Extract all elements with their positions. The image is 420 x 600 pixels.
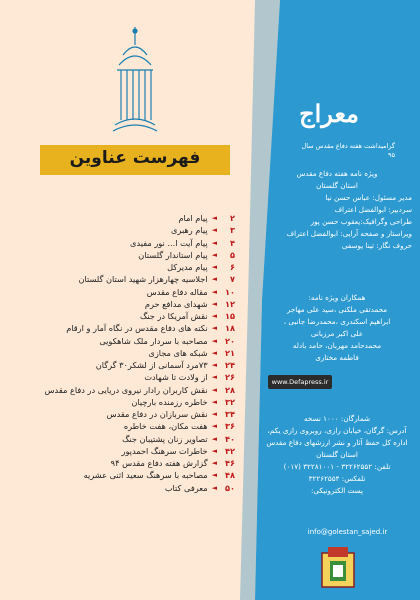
arrow-icon: ◄ — [211, 446, 217, 455]
toc-item[interactable] — [40, 433, 235, 445]
toc-item-title: ۷۳مرد آسمانی از لشکر۳۰ گرگان — [95, 360, 208, 370]
toc-page-number: ۳۴ — [225, 409, 235, 419]
toc-page-number: ۴۲ — [225, 445, 235, 456]
toc-page-number: ۴۸ — [225, 470, 235, 481]
imprint-line: تلفن: ۳۲۲۶۲۵۵۲ - ۳۲۲۸۱۰۰۱ (۰۱۷) — [283, 462, 391, 471]
toc-item-title: نقش کاربران رادار نیروی دریایی در دفاع مقدس — [44, 384, 208, 395]
organization-emblem-icon — [318, 545, 358, 590]
toc-item[interactable] — [40, 445, 235, 457]
arrow-icon: ◄ — [211, 422, 217, 431]
arrow-icon: ◄ — [211, 471, 217, 480]
arrow-icon: ◄ — [211, 238, 217, 247]
toc-page-number: ۴۰ — [225, 433, 235, 444]
toc-page-number: ۱۲ — [225, 298, 235, 309]
toc-item[interactable] — [40, 298, 235, 310]
arrow-icon: ◄ — [211, 348, 217, 357]
toc-item[interactable] — [40, 335, 235, 347]
toc-item[interactable] — [40, 347, 235, 359]
toc-item-title: مصاحبه با سردار ملک شاهکویی — [99, 335, 208, 346]
toc-item-title: خاطرات سرهنگ احمدپور — [121, 445, 208, 456]
arrow-icon: ◄ — [211, 263, 217, 271]
calligraphy-mosque-icon — [105, 25, 165, 135]
toc-page-number: ۳۶ — [225, 421, 235, 432]
staff-line: سردبیر: ابوالفضل اعتراف — [334, 205, 412, 214]
arrow-icon: ◄ — [211, 361, 217, 369]
toc-page-number: ۴۶ — [225, 458, 235, 468]
toc-page-number: ۲۴ — [225, 360, 235, 370]
collab-heading: همکاران ویژه نامه: — [308, 293, 366, 302]
toc-item[interactable] — [40, 286, 235, 298]
toc-item[interactable] — [40, 237, 235, 249]
toc-item[interactable] — [40, 482, 235, 494]
toc-page-number: ۲ — [230, 213, 235, 223]
toc-item[interactable] — [40, 249, 235, 261]
collab-line: محمدتقی ملکنی ،سید علی مهاجر — [286, 305, 388, 314]
arrow-icon: ◄ — [211, 214, 217, 222]
toc-item[interactable] — [40, 420, 235, 432]
toc-item[interactable] — [40, 469, 235, 481]
province-label: استان گلستان — [316, 181, 358, 190]
imprint-block — [262, 413, 412, 497]
logo-text: معراج — [299, 99, 359, 128]
toc-item[interactable] — [40, 224, 235, 236]
arrow-icon: ◄ — [211, 373, 217, 382]
toc-item-title: خاطره رزمنده بارچیان — [131, 396, 208, 407]
imprint-line: شمارگان: ۱۰۰۰ نسخه — [303, 414, 371, 423]
toc-page-number: ۷ — [230, 274, 235, 285]
arrow-icon: ◄ — [211, 459, 217, 467]
toc-page-number: ۱۸ — [225, 323, 235, 334]
toc-item-title: گزارش هفته دفاع مقدس ۹۴ — [110, 458, 208, 468]
toc-page-number: ۲۰ — [225, 335, 235, 346]
toc-item[interactable] — [40, 359, 235, 371]
imprint-line: اداره کل حفظ آثار و نشر ارزشهای دفاع مقدس — [266, 438, 408, 447]
staff-line: طراحی وگرافیک:یعقوب حسن پور — [310, 217, 412, 226]
toc-item-title: پیام امام — [178, 213, 208, 223]
toc-item[interactable] — [40, 273, 235, 285]
toc-page-number: ۲۶ — [225, 372, 235, 383]
toc-page-number: ۲۱ — [225, 347, 235, 358]
toc-item[interactable] — [40, 384, 235, 396]
toc-item[interactable] — [40, 261, 235, 273]
imprint-line: استان گلستان — [316, 450, 358, 459]
toc-item-title: تصاویر زنان پشتیبان جنگ — [122, 433, 208, 444]
collab-line: ابراهیم اسکندری ،محمدرضا جانبی ، — [283, 317, 391, 326]
email-link[interactable]: info@golestan_sajed.ir — [307, 528, 388, 536]
arrow-icon: ◄ — [211, 324, 217, 333]
toc-item-title: نکته های دفاع مقدس در نگاه آمار و ارقام — [66, 323, 208, 334]
toc-item[interactable] — [40, 371, 235, 383]
toc-page-number: ۱۵ — [225, 311, 235, 321]
arrow-icon: ◄ — [211, 287, 217, 296]
toc-item[interactable] — [40, 322, 235, 334]
toc-page-number: ۴ — [230, 237, 235, 248]
toc-title: فهرست عناوین — [69, 148, 201, 168]
toc-page-number: ۵ — [230, 249, 235, 260]
toc-item[interactable] — [40, 457, 235, 469]
toc-page-number: ۳۲ — [225, 396, 235, 407]
staff-line: مدیر مسئول: عباس حسن نیا — [325, 193, 412, 202]
meraj-logo — [298, 82, 360, 144]
arrow-icon: ◄ — [211, 397, 217, 406]
toc-page-number: ۵۰ — [225, 482, 235, 493]
magazine-subtitle: گرامیداشت هفته دفاع مقدس سال ۹۵ — [301, 142, 395, 159]
toc-item-title: شبکه های مجازی — [148, 347, 208, 358]
toc-item-title: هفت مکان، هفت خاطره — [123, 421, 208, 432]
arrow-icon: ◄ — [211, 385, 217, 394]
toc-page-number: ۱۰ — [225, 286, 235, 297]
toc-page-number: ۶ — [230, 262, 235, 272]
collab-line: علی اکبر مرزبانی — [310, 329, 364, 338]
arrow-icon: ◄ — [211, 250, 217, 259]
toc-item-title: نقش سربازان در دفاع مقدس — [106, 409, 208, 419]
toc-item[interactable] — [40, 396, 235, 408]
arrow-icon: ◄ — [211, 483, 217, 492]
imprint-line: تلفکس: ۳۲۲۶۲۵۵۴ — [308, 474, 366, 483]
toc-list — [40, 212, 235, 494]
special-issue-label: ویژه نامه هفته دفاع مقدس — [296, 169, 378, 178]
toc-item[interactable] — [40, 408, 235, 420]
staff-block — [262, 168, 412, 252]
toc-item[interactable] — [40, 310, 235, 322]
toc-item-title: اجلاسیه چهارهزار شهید استان گلستان — [78, 274, 208, 285]
arrow-icon: ◄ — [211, 226, 217, 235]
imprint-line: پست الکترونیکی: — [310, 486, 364, 495]
arrow-icon: ◄ — [211, 434, 217, 443]
toc-item-title: از ولادت تا شهادت — [144, 372, 208, 383]
collab-line: محمدحامد مهربان، حامد بادله — [292, 341, 382, 350]
toc-item-title: پیام استاندار گلستان — [138, 249, 208, 260]
toc-item-title: شهدای مدافع حرم — [144, 298, 208, 309]
toc-page-number: ۳ — [230, 225, 235, 236]
toc-item-title: معرفی کتاب — [164, 482, 208, 493]
toc-item-title: نقش آمریکا در جنگ — [140, 311, 208, 321]
staff-line: حروف نگار: تینا یوسفی — [341, 241, 412, 250]
arrow-icon: ◄ — [211, 275, 217, 284]
arrow-icon: ◄ — [211, 312, 217, 320]
staff-line: ویراستار و صفحه آرایی: ابوالفضل اعتراف — [286, 229, 412, 238]
toc-page-number: ۲۸ — [225, 384, 235, 395]
imprint-line: آدرس: گرگان، خیابان رازی، روبروی رازی یکم، — [267, 426, 407, 435]
toc-item-title: مقاله دفاع مقدس — [146, 286, 208, 297]
toc-item-title: پیام مدیرکل — [167, 262, 208, 272]
collaborators-block — [262, 292, 412, 364]
toc-item[interactable] — [40, 212, 235, 224]
arrow-icon: ◄ — [211, 299, 217, 308]
toc-item-title: پیام آیت ا... نور مفیدی — [130, 237, 208, 248]
collab-line: فاطمه مختاری — [315, 353, 359, 362]
arrow-icon: ◄ — [211, 336, 217, 345]
website-link[interactable]: www.Defapress.ir — [268, 375, 332, 389]
toc-item-title: پیام رهبری — [171, 225, 208, 236]
toc-item-title: مصاحبه با سرهنگ سعید اثنی عشریه — [83, 470, 208, 481]
arrow-icon: ◄ — [211, 410, 217, 418]
